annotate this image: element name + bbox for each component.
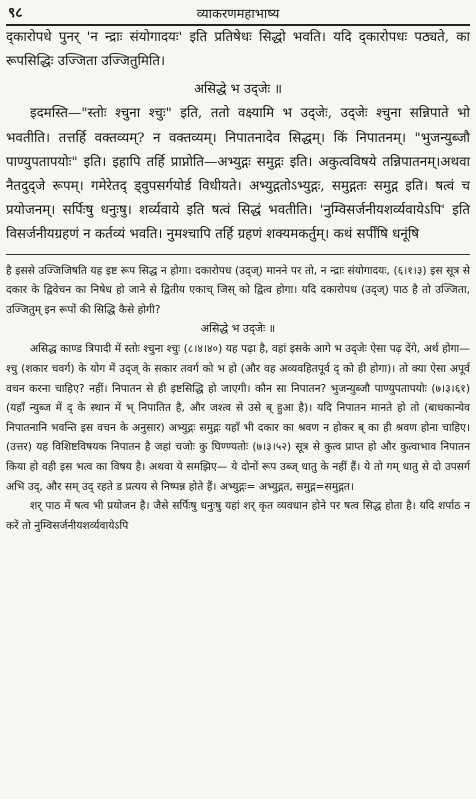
section-divider [6, 254, 470, 255]
page-header [6, 2, 470, 26]
hindi-paragraph: असिद्ध काण्ड त्रिपादी में स्तोः श्चुना श्चुः (८।४।४०) यह पढ़ा है, वहां इसके आगे भ उद्जेः ऐसा पढ़ देंगे, अर्थ होगा— श्चु (शकार चवर्ग) के योग में उद्ज् के सकार तवर्ग को भ हो (और वह अव्यवहितपूर्व द् को ही होगा)। तो क्या ऐसा अपूर्व वचन करना चाहिए? नहीं। निपातन से ही इष्टसिद्धि हो जाएगी। कौन सा निपातन? भुजन्युब्जौ पाण्युपतापयोः (७।३।६१) (यहाँ न्युब्ज में द् के स्थान में भ् निपातित है, और जश्त्व से उसे ब् हुआ है)। यदि निपातन मानते हो तो (बाधकान्येव निपातनानि भवन्ति इस वचन के अनुसार) अभ्युद्गः समुद्गः यहाँ भी दकार का श्रवण न होकर ब् का ही श्रवण होना चाहिए। (उत्तर) यह विशिष्टविषयक निपातन है जहां चजोः कु घिण्ण्यतोः (७।३।५२) सूत्र से कुत्व प्राप्त हो और कुत्वाभाव निपातन किया हो वही इस भत्व का विषय है। अथवा ये समझिए— ये दोनों रूप उब्ज् धातु के नहीं हैं। ये तो गम् धातु से दो उपसर्ग अभि उद्, और सम् उद् रहते ड प्रत्यय से निष्पन्न होते हैं। अभ्युद्गः= अभ्युद्गत, समुद्ग=समुद्गत। [6, 342, 470, 493]
hindi-paragraph: है इससे उज्जिजिषति यह इष्ट रूप सिद्ध न होगा। दकारोपध (उद्ज्) मानने पर तो, न न्द्राः संयोगादयः, (६।१।३) इस सूत्र से दकार के द्विवेचन का निषेध हो जाने से द्वितीय एकाच् जिस् को द्वित्व होगा। यदि दकारोपध (उद्ज्) पाठ है तो उज्जिता, उज्जितुम् इन रूपों की सिद्धि कैसे होगी? [6, 263, 470, 316]
sanskrit-paragraph: इदमस्ति—"स्तोः श्चुना श्चुः" इति, ततो वक्ष्यामि भ उद्जेः, उद्जेः श्चुना सन्निपाते भो भवतीति। तत्तर्हि वक्तव्यम्? न वक्तव्यम्। निपातनादेव सिद्धम्। किं निपातनम्। "भुजन्युब्जौ पाण्युपतापयोः" इति। इहापि तर्हि प्राप्नोति—अभ्युद्गः समुद्गः इति। अकुत्वविषये तन्निपातनम्।अथवा नैतदुद्जे रूपम्। गमेरेतद् ड्वुपसर्गयोर्ड विधीयते। अभ्युद्गतोऽभ्युद्गः, समुद्गतः समुद्ग इति। षत्वं च प्रयोजनम्। सर्पिःषु धनुःषु। शर्व्यवाये इति षत्वं सिद्धं भवतीति। 'नुम्विसर्जनीयशर्व्यवायेऽपि' इति विसर्जनीयग्रहणं न कर्तव्यं भवति। नुमश्चापि तर्हि ग्रहणं शक्यमकर्तुम्। कथं सर्पींषि धनूंषि [6, 106, 470, 243]
hindi-sutra-heading: असिद्धे भ उद्जेः ॥ [200, 322, 276, 336]
running-title: व्याकरणमहाभाष्य [196, 7, 280, 22]
sutra-heading: असिद्धे भ उद्जेः ॥ [193, 82, 283, 98]
sanskrit-text [6, 26, 470, 248]
sanskrit-paragraph: द्कारोपधे पुनर् 'न न्द्राः संयोगादयः' इति प्रतिषेधः सिद्धो भवति। यदि द्कारोपधः पठ्यते, का रूपसिद्धिः उज्जिता उज्जितुमिति। [6, 30, 470, 70]
hindi-paragraph: शर् पाठ में षत्व भी प्रयोजन है। जैसे सर्पिःषु धनुःषु यहां शर् कृत व्यवधान होने पर षत्व सिद्ध होता है। यदि शर्पाठ न करें तो नुम्विसर्जनीयशर्व्यवायेऽपि [6, 499, 470, 532]
hindi-commentary [6, 261, 470, 536]
page-number: ९८ [8, 5, 23, 21]
